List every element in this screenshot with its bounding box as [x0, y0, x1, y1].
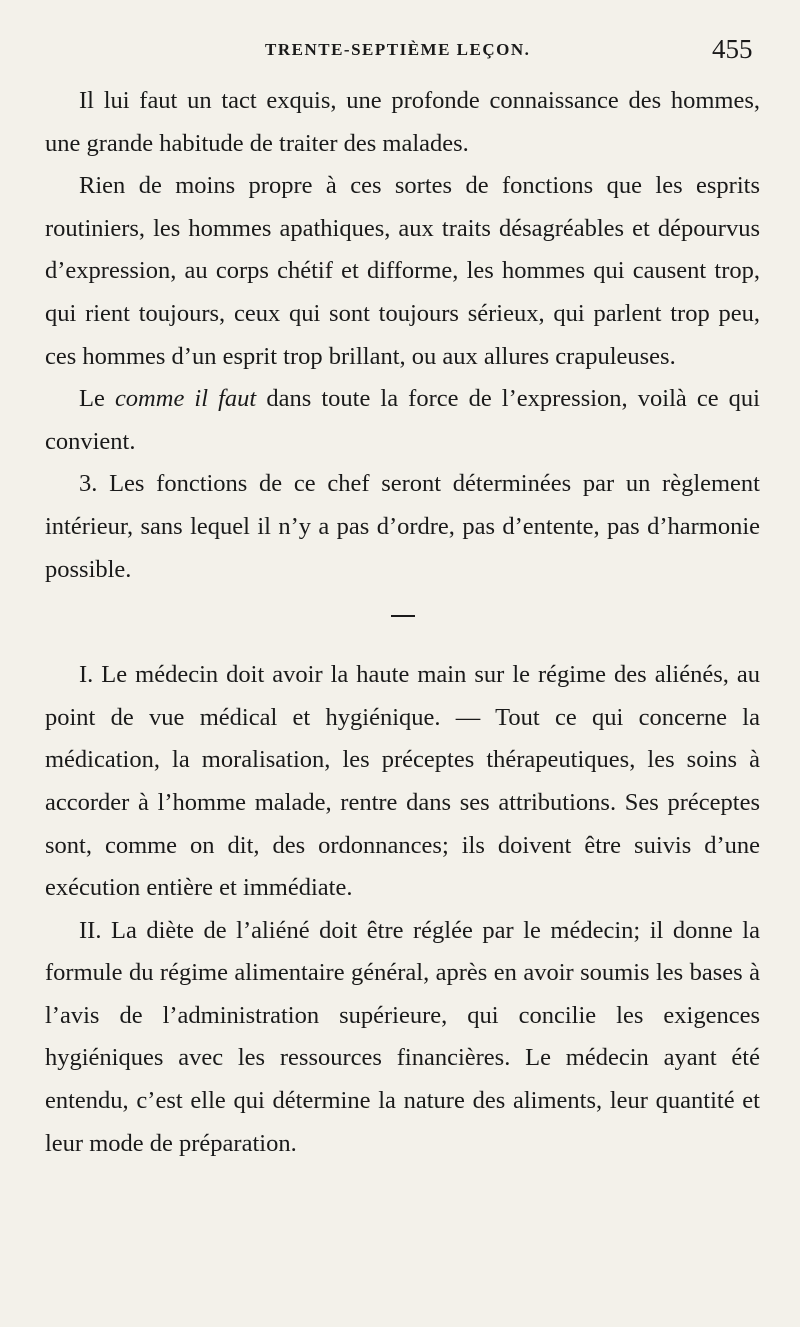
paragraph-section-i: I. Le médecin doit avoir la haute main sur le régime des aliénés, au point de vue médical et hygiénique. — Tout ce qui concerne la médication, la moralisation, les préceptes thérapeutiques, les soins à accorder à l’homme malade, rentre dans ses attributions. Ses préceptes sont, comme on dit, des ordonnances; ils doivent être suivis d’une exécution entière et immédiate.: [45, 661, 760, 902]
paragraph-lead: Le: [79, 385, 115, 413]
paragraph-item-3: 3. Les fonctions de ce chef seront déterminées par un règlement intérieur, sans lequel il n’y a pas d’ordre, pas d’entente, pas d’harmonie possible.: [45, 470, 760, 583]
running-title: TRENTE-SEPTIÈME LEÇON.: [265, 40, 531, 59]
page-number: 455: [712, 34, 753, 64]
paragraph-comme-il-faut: [45, 378, 760, 463]
running-head: [0, 34, 800, 70]
paragraph-rest: dans toute la force de l’expression, voilà ce qui convient.: [45, 385, 760, 455]
paragraph-unsuitable-persons: Rien de moins propre à ces sortes de fonctions que les esprits routiniers, les hommes apathiques, aux traits désagréables et dépourvus d’expression, au corps chétif et difforme, les hommes qui causent trop, qui rient toujours, ceux qui sont toujours sérieux, qui parlent trop peu, ces hommes d’un esprit trop brillant, ou aux allures crapuleuses.: [45, 172, 760, 370]
paragraph-tact: Il lui faut un tact exquis, une profonde connaissance des hommes, une grande habitude de traiter des malades.: [45, 87, 760, 157]
italic-phrase: comme il faut: [114, 385, 257, 413]
section-divider: [391, 615, 415, 617]
body-text: [45, 80, 760, 1165]
paragraph-section-ii: II. La diète de l’aliéné doit être réglée par le médecin; il donne la formule du régime alimentaire général, après en avoir soumis les bases à l’avis de l’administration supérieure, qui concilie les exigences hygiéniques avec les ressources financières. Le médecin ayant été entendu, c’est elle qui détermine la nature des aliments, leur quantité et leur mode de préparation.: [45, 916, 760, 1157]
